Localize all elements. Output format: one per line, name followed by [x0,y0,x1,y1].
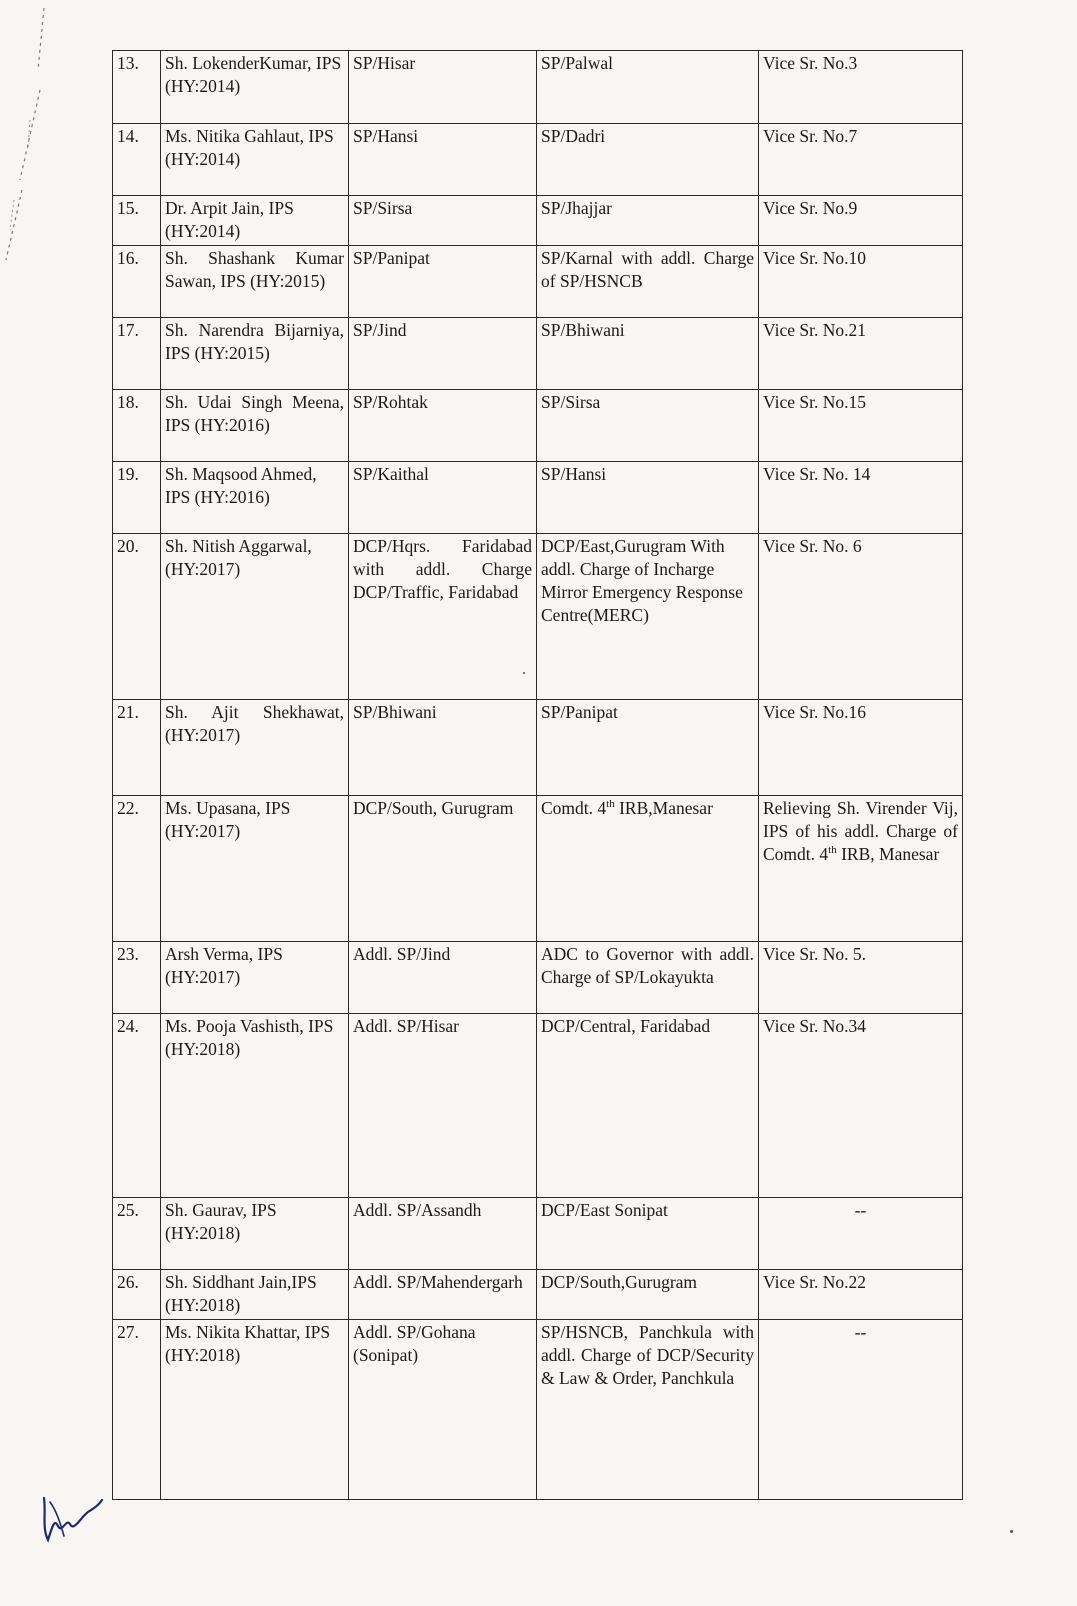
table-row [113,700,963,796]
table-row [113,390,963,462]
officer-name: Sh. Udai Singh Meena, IPS (HY:2016) [161,390,349,462]
table-row [113,942,963,1014]
posted-from: SP/Kaithal [349,462,537,534]
posted-from: SP/Bhiwani [349,700,537,796]
posted-from: Addl. SP/Gohana (Sonipat) [349,1320,537,1500]
table-row [113,1014,963,1198]
remarks: Vice Sr. No.3 [759,51,963,124]
remarks: Vice Sr. No.9 [759,196,963,246]
officer-name: Sh. LokenderKumar, IPS (HY:2014) [161,51,349,124]
table-row [113,534,963,700]
posted-to: DCP/Central, Faridabad [537,1014,759,1198]
remarks: Vice Sr. No.15 [759,390,963,462]
remarks: Vice Sr. No.16 [759,700,963,796]
serial-number: 24. [113,1014,161,1198]
remarks: Vice Sr. No. 14 [759,462,963,534]
posted-from: DCP/Hqrs. Faridabad with addl. Charge DCP/Traffic, Faridabad [349,534,537,700]
posted-to: SP/Dadri [537,124,759,196]
posted-to: Comdt. 4th IRB,Manesar [537,796,759,942]
posted-to: SP/Hansi [537,462,759,534]
posted-from: Addl. SP/Mahendergarh [349,1270,537,1320]
officer-name: Ms. Upasana, IPS (HY:2017) [161,796,349,942]
serial-number: 25. [113,1198,161,1270]
serial-number: 17. [113,318,161,390]
posted-from: SP/Panipat [349,246,537,318]
posted-from: Addl. SP/Hisar [349,1014,537,1198]
posted-to: DCP/South,Gurugram [537,1270,759,1320]
posted-to: SP/Jhajjar [537,196,759,246]
serial-number: 16. [113,246,161,318]
table-row [113,318,963,390]
serial-number: 14. [113,124,161,196]
posted-to: ADC to Governor with addl. Charge of SP/Lokayukta [537,942,759,1014]
posted-from: SP/Sirsa [349,196,537,246]
serial-number: 20. [113,534,161,700]
paper-speck [523,672,525,674]
remarks: Vice Sr. No.10 [759,246,963,318]
remarks: Vice Sr. No. 5. [759,942,963,1014]
remarks: Vice Sr. No.7 [759,124,963,196]
remarks: Relieving Sh. Virender Vij, IPS of his addl. Charge of Comdt. 4th IRB, Manesar [759,796,963,942]
officer-name: Dr. Arpit Jain, IPS (HY:2014) [161,196,349,246]
serial-number: 15. [113,196,161,246]
table-row [113,462,963,534]
table-row [113,1270,963,1320]
remarks: Vice Sr. No.34 [759,1014,963,1198]
serial-number: 18. [113,390,161,462]
officer-name: Sh. Shashank Kumar Sawan, IPS (HY:2015) [161,246,349,318]
officer-name: Ms. Nitika Gahlaut, IPS (HY:2014) [161,124,349,196]
officer-name: Ms. Nikita Khattar, IPS (HY:2018) [161,1320,349,1500]
officer-name: Arsh Verma, IPS (HY:2017) [161,942,349,1014]
table-row [113,124,963,196]
remarks: Vice Sr. No. 6 [759,534,963,700]
posted-from: DCP/South, Gurugram [349,796,537,942]
binder-scratch-marks [0,0,70,300]
posted-to: SP/Panipat [537,700,759,796]
posted-to: SP/Palwal [537,51,759,124]
remarks: -- [759,1198,963,1270]
serial-number: 27. [113,1320,161,1500]
serial-number: 21. [113,700,161,796]
officer-name: Ms. Pooja Vashisth, IPS (HY:2018) [161,1014,349,1198]
table-row [113,796,963,942]
table-row [113,1198,963,1270]
posted-to: SP/Karnal with addl. Charge of SP/HSNCB [537,246,759,318]
posted-from: SP/Jind [349,318,537,390]
serial-number: 13. [113,51,161,124]
table-row [113,246,963,318]
posted-to: SP/Sirsa [537,390,759,462]
serial-number: 19. [113,462,161,534]
officer-name: Sh. Gaurav, IPS (HY:2018) [161,1198,349,1270]
serial-number: 23. [113,942,161,1014]
posted-from: SP/Rohtak [349,390,537,462]
remarks: Vice Sr. No.22 [759,1270,963,1320]
officer-name: Sh. Siddhant Jain,IPS (HY:2018) [161,1270,349,1320]
serial-number: 22. [113,796,161,942]
posted-to: DCP/East,Gurugram With addl. Charge of Incharge Mirror Emergency Response Centre(MERC) [537,534,759,700]
posted-to: SP/Bhiwani [537,318,759,390]
posted-from: SP/Hansi [349,124,537,196]
remarks: -- [759,1320,963,1500]
serial-number: 26. [113,1270,161,1320]
posted-from: SP/Hisar [349,51,537,124]
officer-name: Sh. Maqsood Ahmed, IPS (HY:2016) [161,462,349,534]
officer-name: Sh. Narendra Bijarniya, IPS (HY:2015) [161,318,349,390]
posted-from: Addl. SP/Jind [349,942,537,1014]
posted-from: Addl. SP/Assandh [349,1198,537,1270]
handwritten-signature [36,1488,106,1548]
table-row [113,196,963,246]
posted-to: SP/HSNCB, Panchkula with addl. Charge of DCP/Security & Law & Order, Panchkula [537,1320,759,1500]
officer-name: Sh. Nitish Aggarwal, (HY:2017) [161,534,349,700]
paper-speck [1010,1530,1013,1533]
table-row [113,1320,963,1500]
posted-to: DCP/East Sonipat [537,1198,759,1270]
officer-transfer-table [112,50,963,1500]
table-row [113,51,963,124]
remarks: Vice Sr. No.21 [759,318,963,390]
officer-name: Sh. Ajit Shekhawat, (HY:2017) [161,700,349,796]
